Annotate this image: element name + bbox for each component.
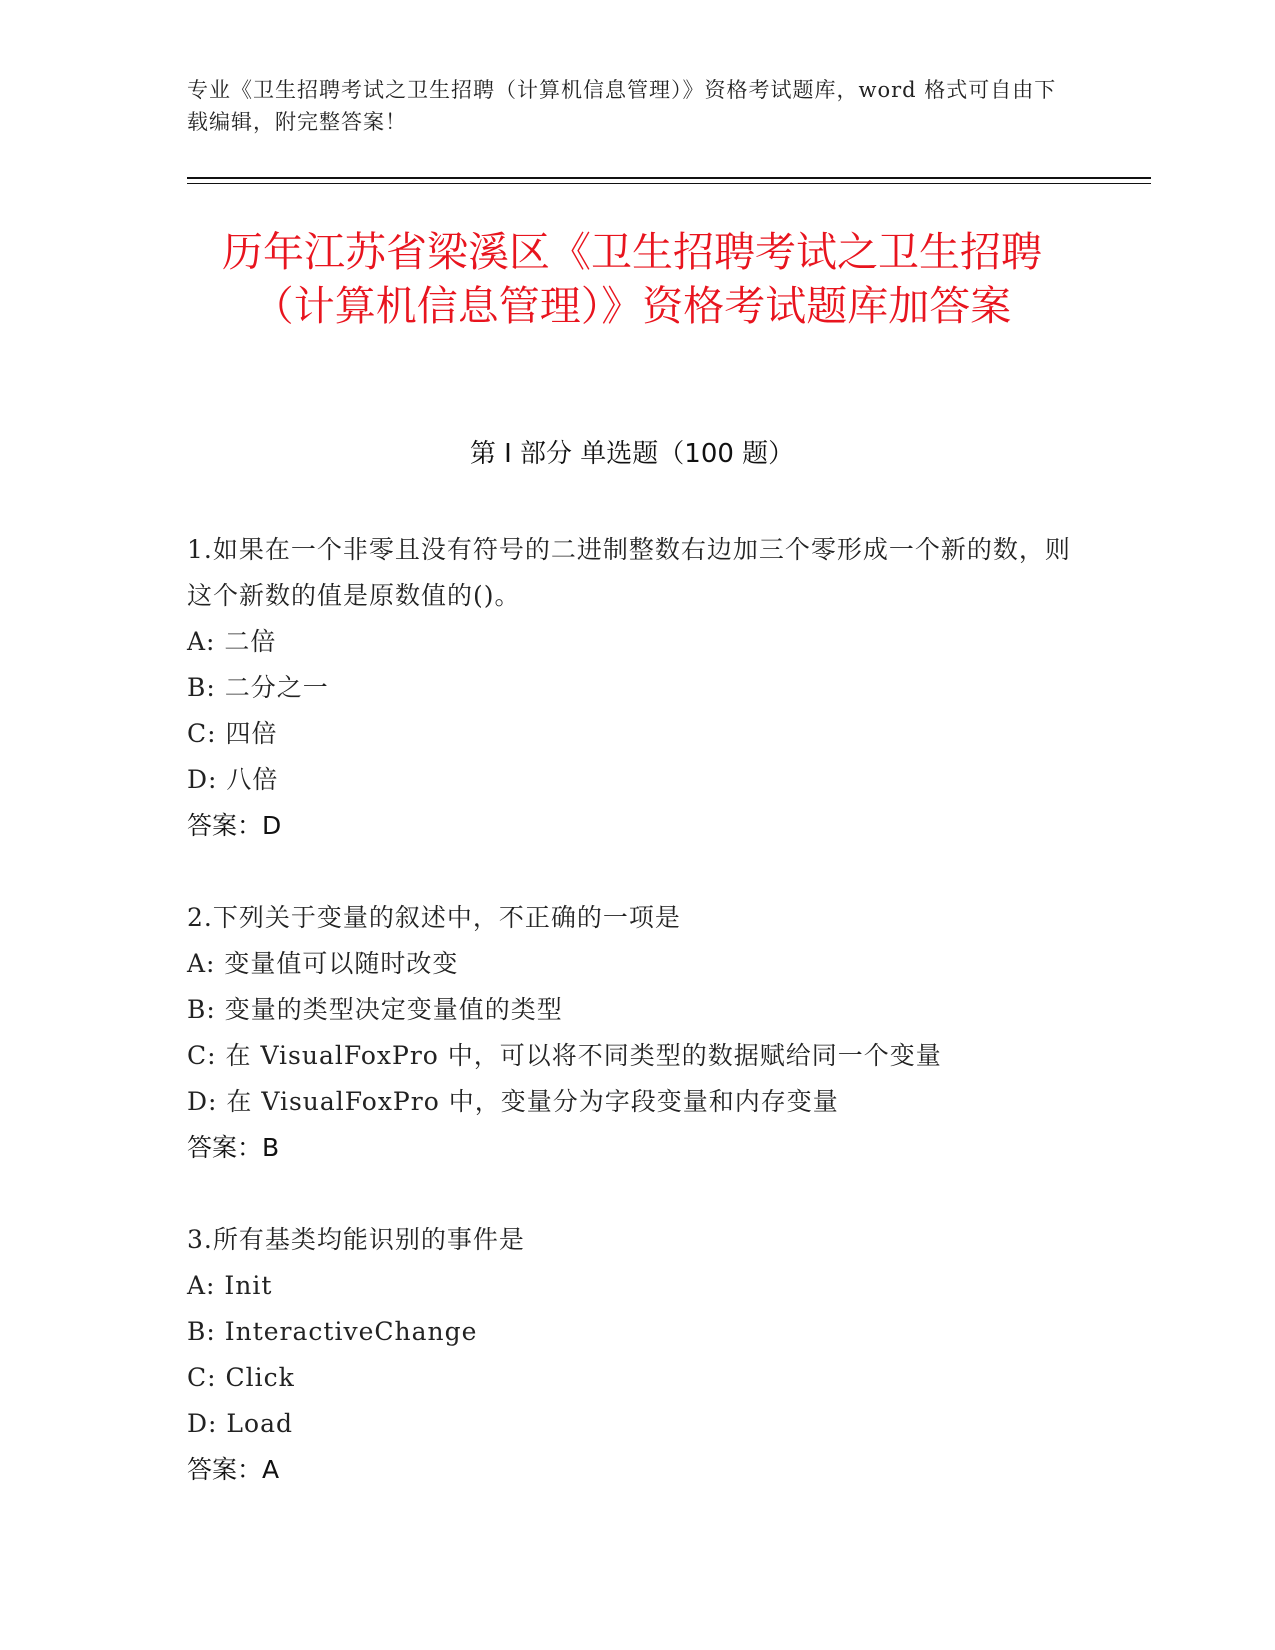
question-stem: 2.下列关于变量的叙述中，不正确的一项是	[187, 903, 681, 932]
option-a: A: 变量值可以随时改变	[187, 949, 459, 978]
question-spacer	[187, 849, 1077, 895]
question-list	[187, 527, 1077, 1493]
option-c: C: Click	[187, 1363, 295, 1392]
answer-line: 答案：D	[187, 811, 282, 840]
option-b: B: 变量的类型决定变量值的类型	[187, 995, 563, 1024]
question-1	[187, 527, 1077, 849]
header-divider-thick	[187, 177, 1151, 179]
question-stem: 3.所有基类均能识别的事件是	[187, 1225, 525, 1254]
option-b: B: 二分之一	[187, 673, 329, 702]
option-a: A: Init	[187, 1271, 273, 1300]
option-a: A: 二倍	[187, 627, 277, 656]
option-c: C: 四倍	[187, 719, 278, 748]
option-c: C: 在 VisualFoxPro 中，可以将不同类型的数据赋给同一个变量	[187, 1041, 942, 1070]
header-note: 专业《卫生招聘考试之卫生招聘（计算机信息管理）》资格考试题库，word 格式可自由下载编辑，附完整答案！	[187, 78, 1057, 134]
question-stem: 1.如果在一个非零且没有符号的二进制整数右边加三个零形成一个新的数，则这个新数的值是原数值的()。	[187, 535, 1071, 610]
question-spacer	[187, 1171, 1077, 1217]
answer-line: 答案：B	[187, 1133, 280, 1162]
header-divider-thin	[187, 183, 1151, 184]
question-2	[187, 895, 1077, 1171]
document-title: 历年江苏省梁溪区《卫生招聘考试之卫生招聘（计算机信息管理）》资格考试题库加答案	[222, 228, 1042, 330]
option-d: D: 在 VisualFoxPro 中，变量分为字段变量和内存变量	[187, 1087, 839, 1116]
option-b: B: InteractiveChange	[187, 1317, 478, 1346]
answer-line: 答案：A	[187, 1455, 280, 1484]
option-d: D: 八倍	[187, 765, 279, 794]
section-title: 第 I 部分 单选题（100 题）	[469, 439, 795, 469]
option-d: D: Load	[187, 1409, 293, 1438]
question-3	[187, 1217, 1077, 1493]
